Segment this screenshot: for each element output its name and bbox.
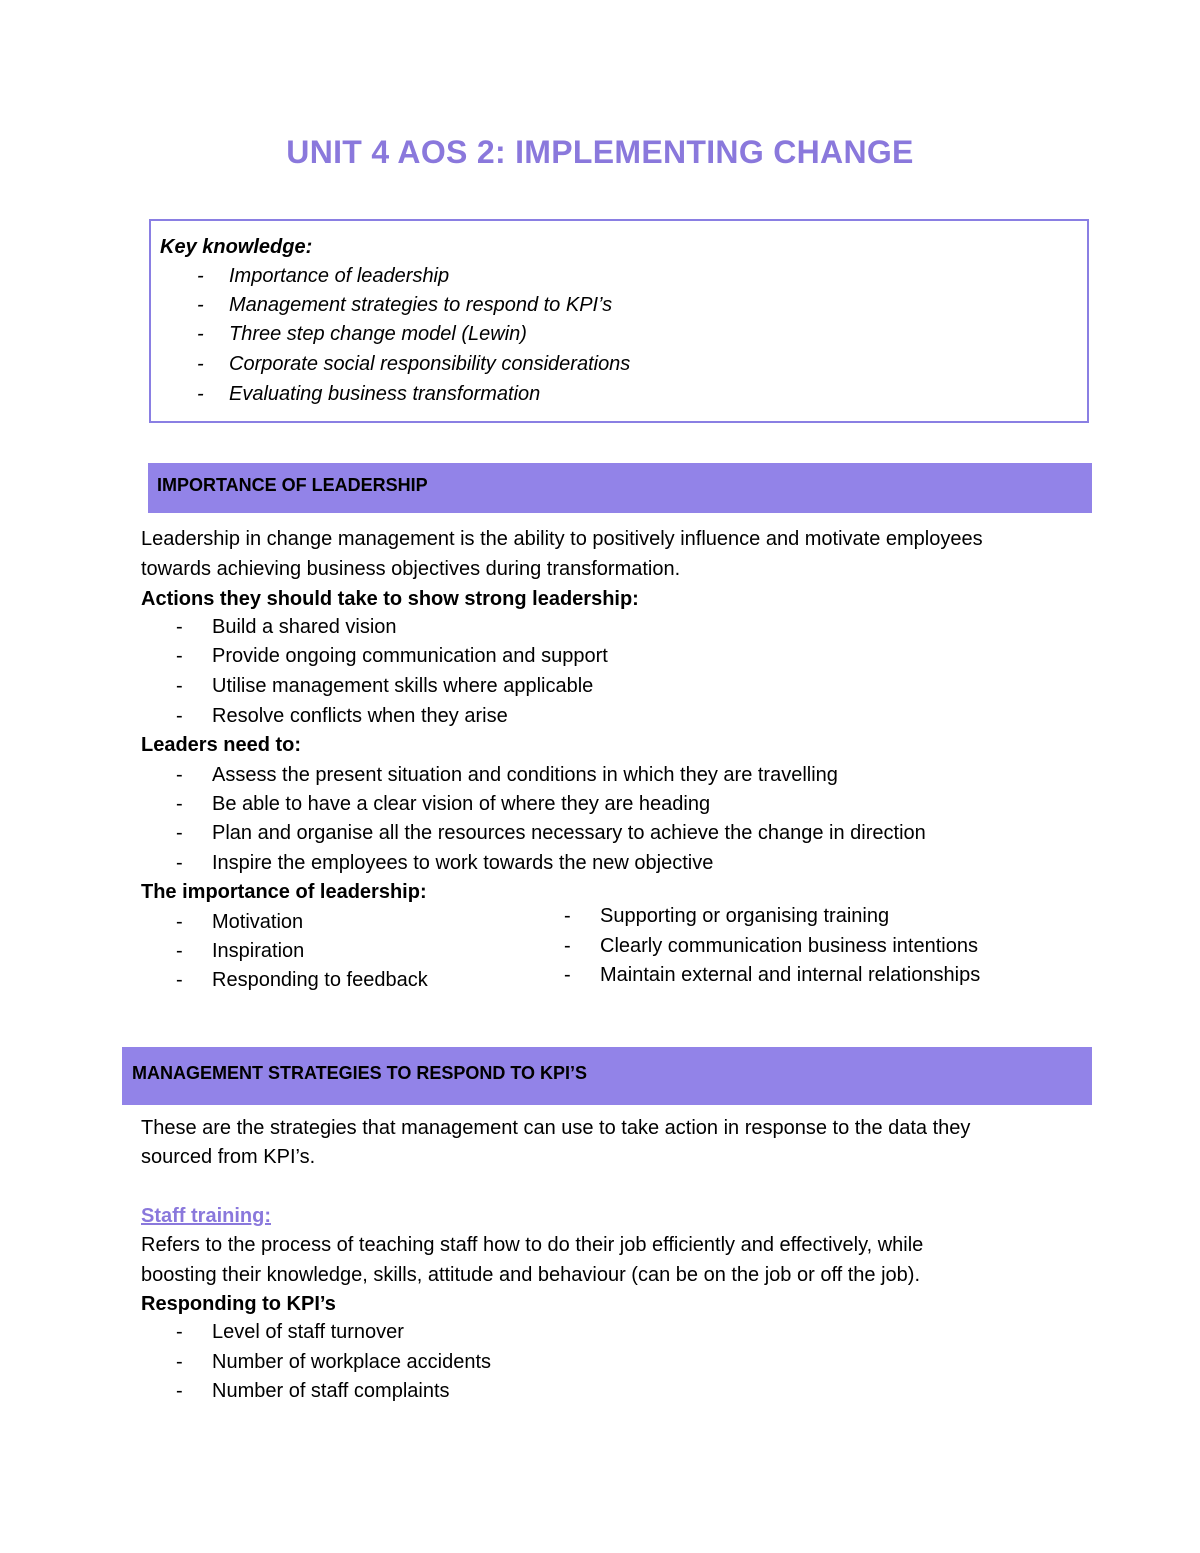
bullet-dash: -	[176, 616, 183, 638]
importance-heading: The importance of leadership:	[141, 881, 427, 903]
bullet-dash: -	[176, 852, 183, 874]
bullet-dash: -	[197, 323, 204, 345]
bullet-dash: -	[176, 1380, 183, 1402]
paragraph-line: boosting their knowledge, skills, attitude and behaviour (can be on the job or off the job).	[141, 1264, 921, 1286]
bullet-dash: -	[197, 383, 204, 405]
paragraph-line: These are the strategies that management can use to take action in response to the data they	[141, 1117, 971, 1139]
paragraph-line: Refers to the process of teaching staff how to do their job efficiently and effectively, while	[141, 1234, 924, 1256]
paragraph-line: Leadership in change management is the ability to positively influence and motivate employees	[141, 528, 983, 550]
bullet-dash: -	[176, 969, 183, 991]
bullet-dash: -	[197, 353, 204, 375]
staff-training-link[interactable]: Staff training:	[141, 1205, 271, 1227]
key-knowledge-heading: Key knowledge:	[160, 236, 313, 258]
page-title: UNIT 4 AOS 2: IMPLEMENTING CHANGE	[286, 134, 914, 170]
bullet-dash: -	[176, 764, 183, 786]
bullet-dash: -	[176, 940, 183, 962]
bullet-dash: -	[197, 294, 204, 316]
bullet-dash: -	[176, 793, 183, 815]
actions-heading: Actions they should take to show strong leadership:	[141, 588, 639, 610]
bullet-dash: -	[197, 265, 204, 287]
section-heading-management-strategies: MANAGEMENT STRATEGIES TO RESPOND TO KPI’S	[122, 1047, 1092, 1105]
bullet-dash: -	[564, 964, 571, 986]
bullet-dash: -	[176, 1321, 183, 1343]
leaders-heading: Leaders need to:	[141, 734, 302, 756]
bullet-dash: -	[564, 905, 571, 927]
bullet-dash: -	[564, 935, 571, 957]
bullet-dash: -	[176, 645, 183, 667]
paragraph-line: towards achieving business objectives during transformation.	[141, 558, 681, 580]
paragraph-line: sourced from KPI’s.	[141, 1146, 316, 1168]
bullet-dash: -	[176, 822, 183, 844]
bullet-dash: -	[176, 911, 183, 933]
responding-heading: Responding to KPI’s	[141, 1293, 336, 1315]
bullet-dash: -	[176, 675, 183, 697]
key-knowledge-box: Key knowledge: - Importance of leadership - Management strategies to respond to KPI’s - Three step change model (Lewin) - Corporate social responsibility considerations - Evaluating business transformation	[149, 219, 1089, 423]
bullet-dash: -	[176, 705, 183, 727]
bullet-dash: -	[176, 1351, 183, 1373]
section-heading-leadership: IMPORTANCE OF LEADERSHIP	[148, 463, 1092, 513]
